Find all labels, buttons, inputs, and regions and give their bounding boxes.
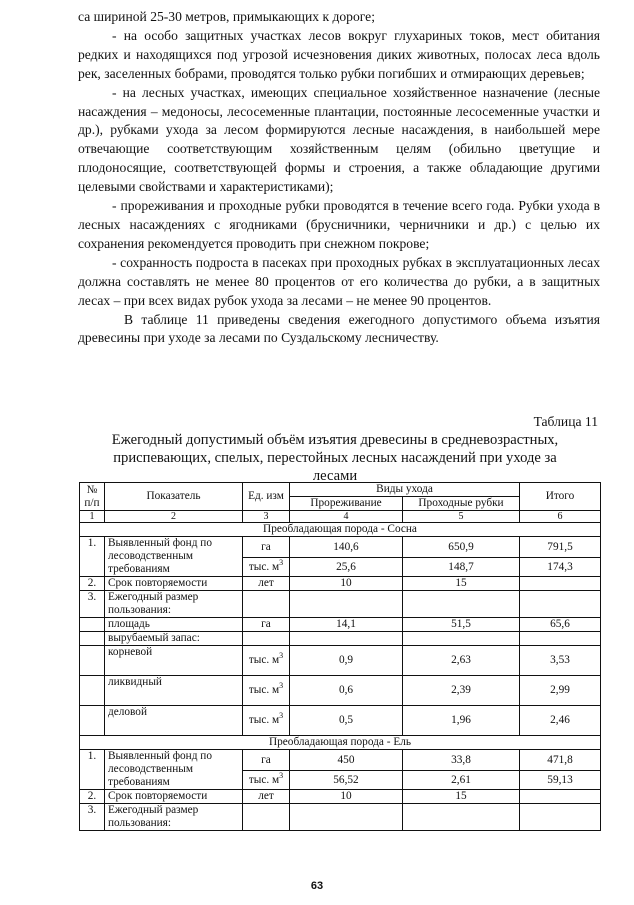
- row-label: Ежегодный размер пользования:: [105, 804, 243, 831]
- cell-unit: [243, 646, 290, 676]
- cell-value: 65,6: [520, 618, 601, 632]
- cell-unit: [243, 676, 290, 706]
- paragraph-4: - прореживания и проходные рубки проводятся в течение всего года. Рубки ухода в лесных насаждениях с ягодниками (брусничники, черничники и др.) с целью их сохранения рекомендуется проводить при снежном покрове;: [78, 198, 600, 251]
- cell-value: 10: [290, 790, 403, 804]
- unit-sup: 3: [279, 711, 284, 721]
- unit-sup: 3: [279, 651, 284, 661]
- table-row: [80, 537, 601, 558]
- cell-empty: [520, 632, 601, 646]
- cell-value: 51,5: [403, 618, 520, 632]
- section-title: Преобладающая порода - Ель: [80, 736, 601, 750]
- cell-value: 2,63: [403, 646, 520, 676]
- row-label: Выявленный фонд по лесоводственным требованиям: [105, 537, 243, 577]
- cell-value: 791,5: [520, 537, 601, 558]
- unit-text: тыс. м: [248, 654, 280, 666]
- colnum: 3: [243, 511, 290, 523]
- colnum: 6: [520, 511, 601, 523]
- cell-empty: [290, 591, 403, 618]
- table-number: Таблица 11: [533, 414, 598, 429]
- cell-value: 56,52: [290, 771, 403, 790]
- cell-empty: [290, 804, 403, 831]
- cell-value: 450: [290, 750, 403, 771]
- cell-empty: [520, 804, 601, 831]
- paragraph-1: са шириной 25-30 метров, примыкающих к дороге;: [78, 9, 375, 24]
- table-row: [80, 618, 601, 632]
- table-row: [80, 790, 601, 804]
- cell-value: 15: [403, 577, 520, 591]
- cell-value: 148,7: [403, 558, 520, 577]
- cell-value: 2,61: [403, 771, 520, 790]
- cell-value: 33,8: [403, 750, 520, 771]
- row-num: 3.: [80, 804, 105, 831]
- table-row: [80, 591, 601, 618]
- cell-value: 174,3: [520, 558, 601, 577]
- table-title: Ежегодный допустимый объём изъятия древесины в средневозрастных, приспевающих, спелых, перестойных лесных насаждений при уходе за лесами: [111, 432, 559, 484]
- cell-value: 650,9: [403, 537, 520, 558]
- unit-text: тыс. м: [248, 684, 280, 696]
- header-kinds: Виды ухода: [290, 483, 520, 497]
- cell-value: 0,5: [290, 706, 403, 736]
- cell-value: 0,9: [290, 646, 403, 676]
- cell-empty: [243, 804, 290, 831]
- cell-empty: [80, 646, 105, 676]
- cell-empty: [243, 591, 290, 618]
- table-row: [80, 632, 601, 646]
- row-num: 1.: [80, 750, 105, 790]
- cell-empty: [80, 676, 105, 706]
- cell-value: 471,8: [520, 750, 601, 771]
- row-label: деловой: [105, 706, 243, 736]
- colnum: 1: [80, 511, 105, 523]
- cell-value: 10: [290, 577, 403, 591]
- colnum: 4: [290, 511, 403, 523]
- cell-unit: [243, 558, 290, 577]
- cell-value: 59,13: [520, 771, 601, 790]
- row-label: корневой: [105, 646, 243, 676]
- unit-text: тыс. м: [248, 714, 280, 726]
- cell-empty: [520, 790, 601, 804]
- row-num: 1.: [80, 537, 105, 577]
- cell-value: 3,53: [520, 646, 601, 676]
- cell-unit: лет: [243, 790, 290, 804]
- row-num: 3.: [80, 591, 105, 618]
- section-title: Преобладающая порода - Сосна: [80, 523, 601, 537]
- table-row: [80, 804, 601, 831]
- paragraph-6: В таблице 11 приведены сведения ежегодного допустимого объема изъятия древесины при уходе за лесами по Суздальскому лесничеству.: [78, 311, 600, 346]
- cell-unit: [243, 771, 290, 790]
- cell-value: 15: [403, 790, 520, 804]
- cell-empty: [80, 706, 105, 736]
- cell-value: 2,99: [520, 676, 601, 706]
- table-row: [80, 676, 601, 706]
- row-label: Выявленный фонд по лесоводственным требованиям: [105, 750, 243, 790]
- section-row-pine: [80, 523, 601, 537]
- cell-empty: [520, 577, 601, 591]
- cell-empty: [403, 632, 520, 646]
- paragraph-3: - на лесных участках, имеющих специальное хозяйственное назначение (лесные насаждения – медоносы, лесосеменные плантации, постоянные лесосеменные участки и др.), рубками ухода за лесом формируются лесные насаждения, в наибольшей мере отвечающие соответствующим хозяйственным целям (обильно цветущие и плодоносящие, соответствующей формы и строения, а также обладающие другими целевыми свойствами и характеристиками);: [78, 84, 600, 195]
- cell-unit: га: [243, 750, 290, 771]
- cell-empty: [290, 632, 403, 646]
- header-indicator: Показатель: [105, 483, 243, 511]
- header-thinning: Прореживание: [290, 497, 403, 511]
- cell-unit: га: [243, 618, 290, 632]
- cell-empty: [403, 591, 520, 618]
- unit-text: тыс. м: [248, 560, 280, 573]
- row-label: ликвидный: [105, 676, 243, 706]
- cell-value: 2,39: [403, 676, 520, 706]
- body-text: [78, 8, 600, 348]
- header-passage: Проходные рубки: [403, 497, 520, 511]
- table-row: [80, 577, 601, 591]
- header-num: № п/п: [80, 483, 105, 511]
- cell-value: 1,96: [403, 706, 520, 736]
- cell-value: 14,1: [290, 618, 403, 632]
- unit-sup: 3: [279, 557, 284, 567]
- cell-value: 0,6: [290, 676, 403, 706]
- table-row: [80, 750, 601, 771]
- cell-value: 140,6: [290, 537, 403, 558]
- unit-sup: 3: [279, 681, 284, 691]
- unit-text: тыс. м: [248, 773, 280, 786]
- cell-value: 2,46: [520, 706, 601, 736]
- cell-empty: [80, 632, 105, 646]
- cell-empty: [243, 632, 290, 646]
- unit-sup: 3: [279, 770, 284, 780]
- cell-unit: [243, 706, 290, 736]
- paragraph-5: - сохранность подроста в пасеках при проходных рубках в эксплуатационных лесах должна составлять не менее 80 процентов от его количества до рубки, а в защитных лесах – при всех видах рубок ухода за лесами – не менее 90 процентов.: [78, 254, 600, 308]
- paragraph-2: - на особо защитных участках лесов вокруг глухариных токов, мест обитания редких и находящихся под угрозой исчезновения диких животных, полосах леса вдоль рек, заселенных бобрами, проводятся только рубки погибших и отмирающих деревьев;: [78, 27, 600, 81]
- column-number-row: [80, 511, 601, 523]
- row-num: 2.: [80, 577, 105, 591]
- row-label: площадь: [105, 618, 243, 632]
- table-header-row: [80, 483, 601, 497]
- row-label: Ежегодный размер пользования:: [105, 591, 243, 618]
- colnum: 5: [403, 511, 520, 523]
- row-num: 2.: [80, 790, 105, 804]
- page-number: 63: [310, 880, 324, 892]
- header-total: Итого: [520, 483, 601, 511]
- cell-empty: [403, 804, 520, 831]
- header-unit: Ед. изм: [243, 483, 290, 511]
- section-row-spruce: [80, 736, 601, 750]
- cell-unit: га: [243, 537, 290, 558]
- row-label: вырубаемый запас:: [105, 632, 243, 646]
- table-row: [80, 646, 601, 676]
- felling-volume-table: [79, 482, 601, 831]
- colnum: 2: [105, 511, 243, 523]
- row-label: Срок повторяемости: [105, 790, 243, 804]
- cell-unit: лет: [243, 577, 290, 591]
- cell-value: 25,6: [290, 558, 403, 577]
- row-label: Срок повторяемости: [105, 577, 243, 591]
- cell-empty: [80, 618, 105, 632]
- table-row: [80, 706, 601, 736]
- cell-empty: [520, 591, 601, 618]
